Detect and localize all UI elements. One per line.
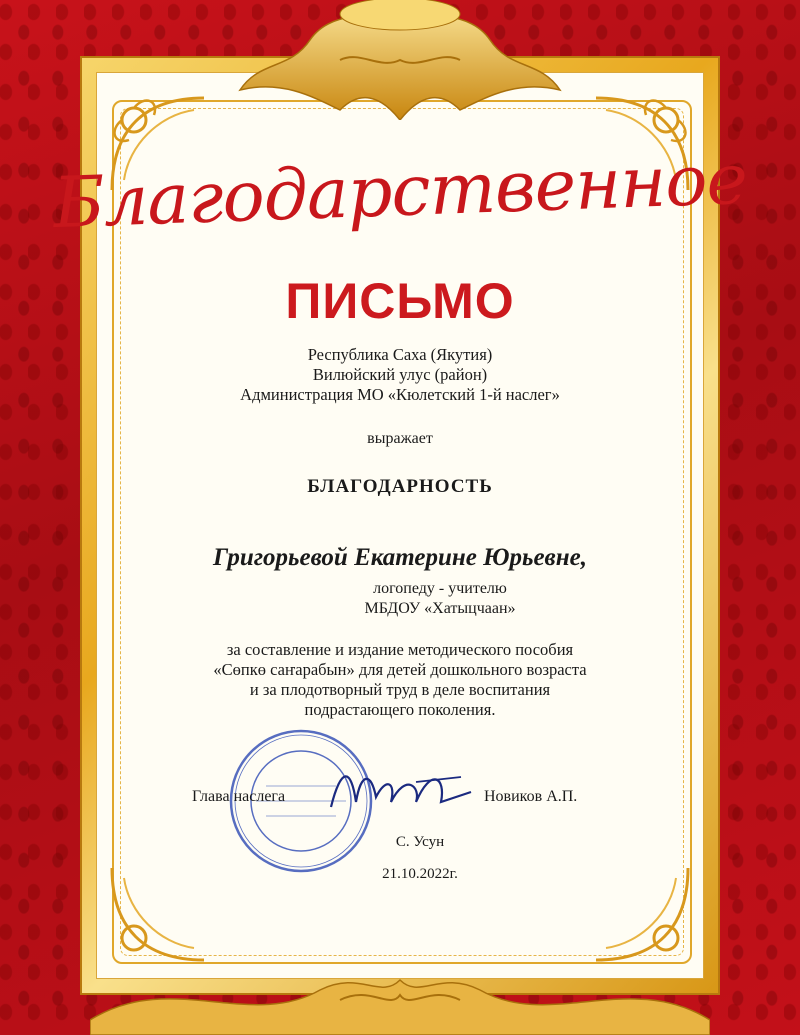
recipient-name: Григорьевой Екатерине Юрьевне, bbox=[213, 544, 587, 571]
position-line: логопеду - учителю bbox=[373, 580, 507, 597]
bottom-ornament-icon bbox=[90, 930, 710, 1035]
issuer-line: Республика Саха (Якутия) bbox=[307, 345, 493, 364]
reason-line: и за плодотворный труд в деле воспитания bbox=[249, 680, 551, 699]
reason-line: за составление и издание методического пособия bbox=[226, 640, 574, 659]
issuer-line: Администрация МО «Кюлетский 1-й наслег» bbox=[240, 385, 560, 404]
signature-label: Глава наслега bbox=[192, 788, 286, 805]
expresses-text: выражает bbox=[367, 430, 433, 447]
script-title: Благодарственное bbox=[51, 137, 749, 245]
issuer-block bbox=[0, 345, 800, 405]
crown-ornament-icon bbox=[220, 0, 580, 120]
issuer-line: Вилюйский улус (район) bbox=[312, 365, 488, 384]
position-line: МБДОУ «Хатыцчаан» bbox=[364, 600, 516, 617]
place-text: С. Усун bbox=[395, 834, 445, 850]
reason-block bbox=[0, 640, 800, 720]
page-title: ПИСЬМО bbox=[285, 273, 515, 329]
date-text: 21.10.2022г. bbox=[382, 866, 458, 882]
reason-line: подрастающего поколения. bbox=[304, 700, 496, 719]
reason-line: «Сөпкө саҥарабын» для детей дошкольного возраста bbox=[213, 660, 587, 679]
recipient-position bbox=[40, 579, 800, 619]
signatory-name: Новиков А.П. bbox=[484, 788, 578, 805]
gratitude-heading: БЛАГОДАРНОСТЬ bbox=[307, 476, 493, 497]
signature-icon bbox=[326, 762, 476, 822]
